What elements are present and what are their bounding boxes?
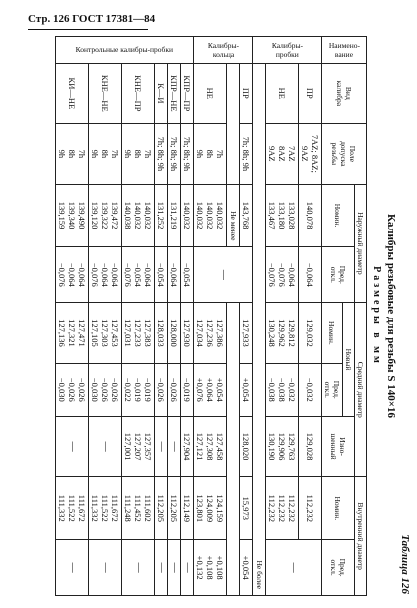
cell-middle-pred: −0,026 <box>155 363 168 416</box>
col-outer-pred: Пред. откл. <box>322 247 355 303</box>
table-row <box>155 37 168 596</box>
table-row <box>168 37 181 596</box>
cell-pole: 7h 8h 9h <box>122 124 155 184</box>
cell-inner-nomin: 15,973 <box>240 477 253 540</box>
col-outer-nomin: Номин. <box>322 184 355 247</box>
cell-middle-pred: −0,026 <box>168 363 181 416</box>
cell-outer-nomin: 139,490 139,340 139,159 <box>56 184 89 247</box>
cell-inner-pred: — <box>122 540 155 596</box>
units-caption: Размеры в мм <box>371 266 382 366</box>
cell-vid: КИ—НЕ <box>56 63 89 123</box>
cell-inner-nomin: 111,672 111,522 111,332 <box>56 477 89 540</box>
table-number: Таблица 126 <box>399 534 411 594</box>
cell-outer-pred: −0,054 <box>181 247 194 303</box>
cell-outer-nomin: 143,768 <box>240 184 253 247</box>
cell-middle-nomin: 129,032 <box>299 303 322 363</box>
cell-middle-pred: −0,032 −0,038 −0,038 <box>266 363 299 416</box>
group-koltsa: Калибры- кольца <box>194 37 253 64</box>
cell-middle-pred: +0,054 <box>240 363 253 416</box>
cell-outer-nomin: 140,078 <box>299 184 322 247</box>
cell-outer-nomin: 133,028 133,180 133,467 <box>266 184 299 247</box>
cell-middle-worn: 129,028 <box>299 416 322 476</box>
cell-pole: 7h; 8h; 9h <box>181 124 194 184</box>
cell-vid: КНЕ—НЕ <box>89 63 122 123</box>
cell-inner-nomin: 111,672 111,522 111,332 <box>89 477 122 540</box>
rotated-table-page <box>41 36 409 596</box>
col-outer: Наружный диаметр <box>355 184 367 303</box>
cell-inner-nomin: 111,602 111,452 111,248 <box>122 477 155 540</box>
cell-middle-nomin: 127,930 <box>181 303 194 363</box>
cell-outer-nomin: 140,032 <box>181 184 194 247</box>
cell-middle-worn: 127,357 127,207 127,001 <box>122 416 155 476</box>
cell-pole: 7h 8h 9h <box>89 124 122 184</box>
cell-pole: 7AZ 8AZ 9AZ <box>266 124 299 184</box>
col-vid: Вид калибра <box>322 63 367 123</box>
cell-middle-worn: — <box>89 416 122 476</box>
cell-inner-nomin: 112,149 <box>181 477 194 540</box>
cell-middle-worn: 129,763 129,906 130,190 <box>266 416 299 476</box>
cell-outer-nomin: 131,219 <box>168 184 181 247</box>
cell-outer-pred: −0,064 <box>299 247 322 303</box>
cell-middle-nomin: 129,812 129,962 130,248 <box>266 303 299 363</box>
cell-inner-pred: +0,108 +0,108 +0,132 <box>194 540 227 596</box>
note-ne-bolee: Не более <box>253 63 266 595</box>
page-header: Стр. 126 ГОСТ 17381—84 <box>28 13 156 25</box>
cell-middle-pred: −0,026 −0,026 −0,030 <box>56 363 89 416</box>
cell-middle-nomin: 127,453 127,303 127,105 <box>89 303 122 363</box>
cell-middle-nomin: 128,000 <box>168 303 181 363</box>
col-middle: Средний диаметр <box>355 303 367 477</box>
cell-middle-nomin: 128,033 <box>155 303 168 363</box>
cell-vid: К—И <box>155 63 168 123</box>
gauge-table <box>55 36 367 596</box>
cell-inner-pred: +0,054 <box>240 540 253 596</box>
cell-middle-pred: −0,019 <box>181 363 194 416</box>
cell-middle-worn: 127,458 127,308 127,121 <box>194 416 227 476</box>
cell-middle-pred: −0,019 −0,019 −0,022 <box>122 363 155 416</box>
table-caption: Калибры резьбовые для резьбы S 140×16 <box>385 213 397 419</box>
cell-outer-nomin: 131,252 <box>155 184 168 247</box>
cell-vid: ПР <box>299 63 322 123</box>
cell-inner-nomin: 112,205 <box>155 477 168 540</box>
cell-vid: НЕ <box>194 63 227 123</box>
group-probki: Калибры- пробки <box>253 37 322 64</box>
cell-inner-nomin: 112,205 <box>168 477 181 540</box>
cell-middle-nomin: 127,386 127,236 127,034 <box>194 303 227 363</box>
cell-inner-nomin: 124,159 124,009 123,801 <box>194 477 227 540</box>
cell-inner-pred: — <box>181 540 194 596</box>
table-row <box>299 37 322 596</box>
cell-outer-pred: −0,064 −0,064 −0,076 <box>89 247 122 303</box>
group-control: Контрольные калибры-пробки <box>56 37 194 64</box>
cell-middle-worn: — <box>168 416 181 476</box>
cell-middle-pred: +0,054 +0,064 +0,076 <box>194 363 227 416</box>
cell-pole: 7h; 8h; 9h <box>155 124 168 184</box>
col-inner-nomin: Номин. <box>322 477 355 540</box>
cell-pole: 7AZ; 8AZ; 9AZ <box>299 124 322 184</box>
cell-middle-nomin: 127,933 <box>240 303 253 363</box>
cell-middle-pred: −0,032 <box>299 363 322 416</box>
cell-outer-pred: −0,054 <box>155 247 168 303</box>
col-middle-nomin: Номин. <box>322 303 343 363</box>
cell-inner-nomin: 112,232 <box>299 477 322 540</box>
note-ne-menee: Не менее <box>227 184 240 247</box>
table-note-row <box>253 37 266 596</box>
cell-outer-pred: — <box>194 247 253 303</box>
cell-inner-pred: — <box>56 540 89 596</box>
cell-inner-pred: — <box>155 540 168 596</box>
col-inner-pred: Пред. откл. <box>322 540 355 596</box>
note-spacer <box>227 63 240 184</box>
table-note-row <box>227 37 240 596</box>
header-rule <box>28 29 148 30</box>
cell-pole: 7h 8h 9h <box>194 124 227 184</box>
table-row <box>56 37 89 596</box>
cell-inner-nomin: 112,232 112,232 112,232 <box>266 477 299 540</box>
cell-outer-pred: −0,064 <box>168 247 181 303</box>
cell-outer-nomin: 140,032 140,032 140,038 <box>122 184 155 247</box>
cell-middle-worn: — <box>56 416 89 476</box>
col-middle-worn: Изно- шенный <box>322 416 355 476</box>
cell-inner-pred: — <box>89 540 122 596</box>
table-row <box>122 37 155 596</box>
cell-vid: НЕ <box>266 63 299 123</box>
cell-inner-pred: — <box>266 540 322 596</box>
cell-middle-worn: 127,904 <box>181 416 194 476</box>
col-naim: Наимено- вание <box>322 37 367 64</box>
cell-outer-pred: −0,064 −0,064 −0,076 <box>56 247 89 303</box>
cell-middle-worn: — <box>155 416 168 476</box>
table-row <box>194 37 227 596</box>
cell-vid: ПР <box>240 63 253 123</box>
cell-middle-worn: 128,020 <box>240 416 253 476</box>
cell-pole: 7h; 8h; 9h <box>240 124 253 184</box>
col-middle-pred: Пред. откл. <box>322 363 343 416</box>
col-pole: Поле допуска резьбы <box>322 124 367 184</box>
cell-outer-pred: −0,064 −0,054 −0,076 <box>122 247 155 303</box>
cell-outer-nomin: 139,472 139,322 139,120 <box>89 184 122 247</box>
cell-outer-nomin: 140,032 140,032 140,032 <box>194 184 227 247</box>
cell-middle-nomin: 127,383 127,233 127,031 <box>122 303 155 363</box>
col-inner: Внутренний диаметр <box>355 477 367 596</box>
cell-pole: 7h 8h 9h <box>56 124 89 184</box>
cell-inner-pred: — <box>168 540 181 596</box>
table-row <box>266 37 299 596</box>
col-middle-new: Новый <box>343 303 355 417</box>
cell-middle-nomin: 127,471 127,321 127,136 <box>56 303 89 363</box>
cell-pole: 7h; 8h; 9h <box>168 124 181 184</box>
table-row <box>181 37 194 596</box>
note-spacer <box>227 303 240 596</box>
cell-outer-pred: −0,064 −0,076 −0,076 <box>266 247 299 303</box>
table-row <box>240 37 253 596</box>
table-row <box>89 37 122 596</box>
cell-middle-pred: −0,026 −0,026 −0,030 <box>89 363 122 416</box>
cell-vid: КНЕ—ПР <box>122 63 155 123</box>
cell-vid: КПР—ПР <box>181 63 194 123</box>
cell-vid: КПР—НЕ <box>168 63 181 123</box>
